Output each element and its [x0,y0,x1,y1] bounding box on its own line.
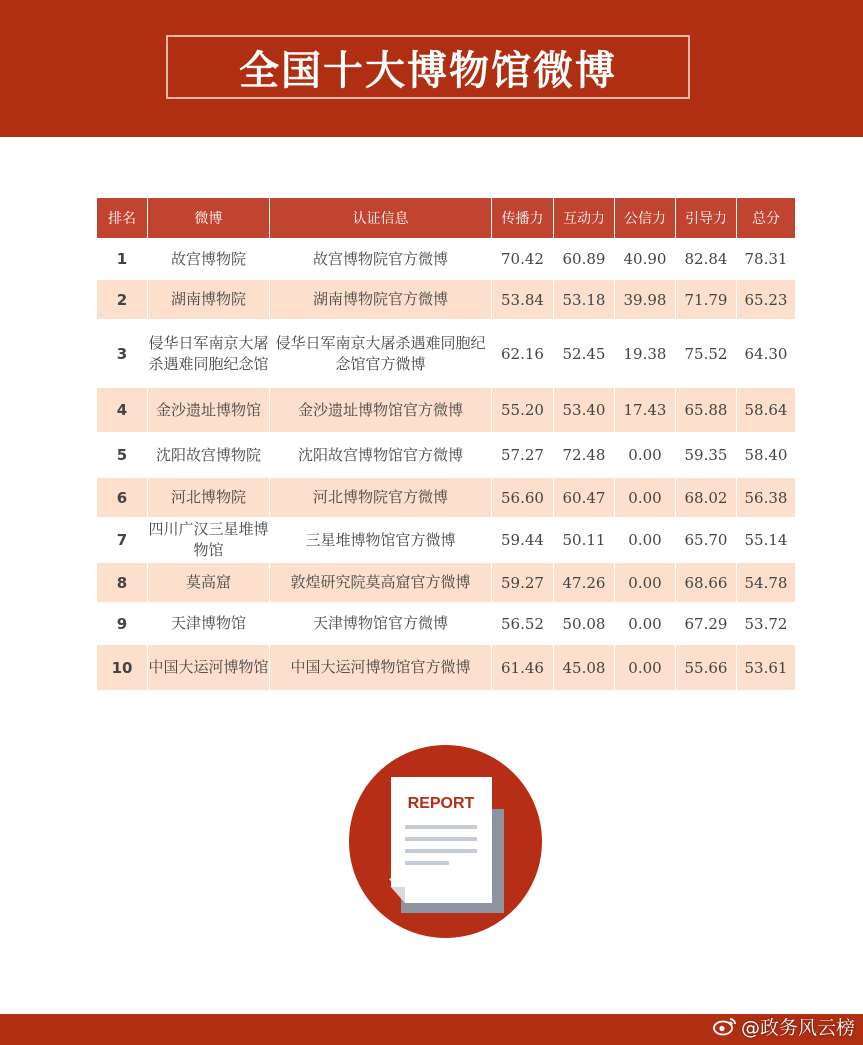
rank-number: 1 [97,239,148,280]
weibo-name: 莫高窟 [148,563,270,603]
guidance-score: 68.02 [676,478,737,518]
table-row [97,239,796,280]
certification-info: 天津博物馆官方微博 [270,603,492,645]
total-score: 58.64 [737,388,796,433]
table-row [97,433,796,478]
spread-score: 57.27 [492,433,554,478]
table-row [97,388,796,433]
header-banner [0,0,863,137]
credibility-score: 0.00 [615,518,676,563]
guidance-score: 67.29 [676,603,737,645]
total-score: 55.14 [737,518,796,563]
credibility-score: 40.90 [615,239,676,280]
table-row [97,518,796,563]
weibo-name: 中国大运河博物馆 [148,645,270,691]
rank-number: 8 [97,563,148,603]
total-score: 53.72 [737,603,796,645]
interaction-score: 60.89 [554,239,615,280]
certification-info: 侵华日军南京大屠杀遇难同胞纪念馆官方微博 [270,320,492,388]
spread-score: 61.46 [492,645,554,691]
certification-info: 河北博物院官方微博 [270,478,492,518]
table-row [97,320,796,388]
table-row [97,563,796,603]
certification-info: 沈阳故宫博物馆官方微博 [270,433,492,478]
certification-info: 金沙遗址博物馆官方微博 [270,388,492,433]
interaction-score: 50.08 [554,603,615,645]
credibility-score: 0.00 [615,645,676,691]
weibo-name: 四川广汉三星堆博物馆 [148,518,270,563]
spread-score: 70.42 [492,239,554,280]
interaction-score: 53.18 [554,280,615,320]
guidance-score: 68.66 [676,563,737,603]
total-score: 56.38 [737,478,796,518]
header-spread: 传播力 [492,198,554,239]
header-guidance: 引导力 [676,198,737,239]
table-header-row [97,198,796,239]
interaction-score: 53.40 [554,388,615,433]
doc-line [405,825,477,829]
ranking-table [96,197,796,691]
total-score: 54.78 [737,563,796,603]
weibo-name: 天津博物馆 [148,603,270,645]
title-frame [166,35,690,99]
certification-info: 故宫博物院官方微博 [270,239,492,280]
rank-number: 4 [97,388,148,433]
spread-score: 56.52 [492,603,554,645]
header-rank: 排名 [97,198,148,239]
doc-line [405,849,477,853]
guidance-score: 82.84 [676,239,737,280]
table-row [97,603,796,645]
weibo-name: 故宫博物院 [148,239,270,280]
rank-number: 10 [97,645,148,691]
report-document-icon [349,745,542,938]
page-title: 全国十大博物馆微博 [239,47,617,94]
header-weibo: 微博 [148,198,270,239]
total-score: 58.40 [737,433,796,478]
doc-line [405,861,449,865]
header-certification: 认证信息 [270,198,492,239]
guidance-score: 65.88 [676,388,737,433]
header-total: 总分 [737,198,796,239]
spread-score: 56.60 [492,478,554,518]
credibility-score: 0.00 [615,433,676,478]
ranking-table-body [97,239,796,691]
weibo-name: 金沙遗址博物馆 [148,388,270,433]
interaction-score: 52.45 [554,320,615,388]
credibility-score: 0.00 [615,478,676,518]
total-score: 78.31 [737,239,796,280]
credibility-score: 17.43 [615,388,676,433]
total-score: 64.30 [737,320,796,388]
weibo-name: 沈阳故宫博物院 [148,433,270,478]
credibility-score: 0.00 [615,563,676,603]
total-score: 53.61 [737,645,796,691]
doc-line [405,837,477,841]
certification-info: 中国大运河博物馆官方微博 [270,645,492,691]
table-row [97,280,796,320]
rank-number: 2 [97,280,148,320]
table-row [97,645,796,691]
spread-score: 59.27 [492,563,554,603]
guidance-score: 55.66 [676,645,737,691]
rank-number: 9 [97,603,148,645]
interaction-score: 47.26 [554,563,615,603]
spread-score: 59.44 [492,518,554,563]
table-row [97,478,796,518]
spread-score: 62.16 [492,320,554,388]
rank-number: 7 [97,518,148,563]
rank-number: 5 [97,433,148,478]
weibo-name: 河北博物院 [148,478,270,518]
certification-info: 敦煌研究院莫高窟官方微博 [270,563,492,603]
watermark-text: @政务风云榜 [740,1016,855,1039]
total-score: 65.23 [737,280,796,320]
report-label: REPORT [407,795,475,812]
weibo-name: 侵华日军南京大屠杀遇难同胞纪念馆 [148,320,270,388]
credibility-score: 39.98 [615,280,676,320]
certification-info: 三星堆博物馆官方微博 [270,518,492,563]
interaction-score: 72.48 [554,433,615,478]
guidance-score: 59.35 [676,433,737,478]
interaction-score: 50.11 [554,518,615,563]
spread-score: 55.20 [492,388,554,433]
interaction-score: 60.47 [554,478,615,518]
certification-info: 湖南博物院官方微博 [270,280,492,320]
credibility-score: 0.00 [615,603,676,645]
header-credibility: 公信力 [615,198,676,239]
rank-number: 3 [97,320,148,388]
rank-number: 6 [97,478,148,518]
weibo-icon [713,1016,737,1036]
watermark [713,1012,855,1040]
weibo-name: 湖南博物院 [148,280,270,320]
spread-score: 53.84 [492,280,554,320]
interaction-score: 45.08 [554,645,615,691]
guidance-score: 65.70 [676,518,737,563]
guidance-score: 71.79 [676,280,737,320]
header-interaction: 互动力 [554,198,615,239]
guidance-score: 75.52 [676,320,737,388]
credibility-score: 19.38 [615,320,676,388]
